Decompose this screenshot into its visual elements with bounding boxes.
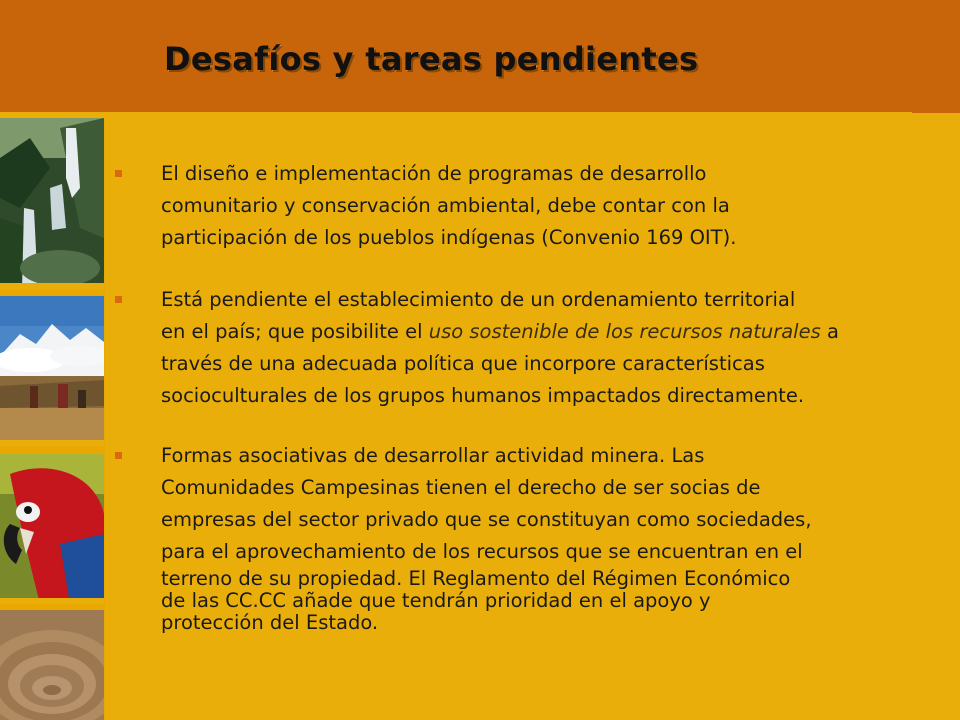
macaw-parrot-photo: [0, 454, 104, 604]
text-line: protección del Estado.: [161, 611, 379, 634]
slide-title: Desafíos y tareas pendientes: [164, 40, 699, 78]
emphasized-text: uso sostenible de los recursos naturales: [428, 320, 821, 343]
bullet-item: [115, 158, 736, 254]
square-bullet-icon: [115, 296, 122, 303]
text-span: a: [820, 320, 839, 343]
text-line: terreno de su propiedad. El Reglamento del Régimen Económico: [161, 567, 791, 590]
photo-strip: [0, 118, 105, 720]
text-line: participación de los pueblos indígenas (Convenio 169 OIT).: [161, 226, 737, 249]
text-line: Está pendiente el establecimiento de un ordenamiento territorial: [161, 288, 796, 311]
text-line: través de una adecuada política que incorpore características: [161, 352, 765, 375]
bullet-text: [161, 158, 736, 254]
bullet-text: [161, 284, 839, 412]
bullet-text: [161, 440, 812, 634]
text-line: para el aprovechamiento de los recursos que se encuentran en el: [161, 540, 803, 563]
square-bullet-icon: [115, 452, 122, 459]
andes-mountains-photo: [0, 296, 104, 446]
title-bar: [0, 0, 960, 112]
bullet-item: [115, 440, 812, 634]
square-bullet-icon: [115, 170, 122, 177]
text-line: Comunidades Campesinas tienen el derecho de ser socias de: [161, 476, 761, 499]
text-line: [161, 316, 839, 348]
text-line: socioculturales de los grupos humanos impactados directamente.: [161, 384, 805, 407]
text-line: empresas del sector privado que se constituyan como sociedades,: [161, 508, 812, 531]
text-line: Formas asociativas de desarrollar actividad minera. Las: [161, 444, 705, 467]
text-line: El diseño e implementación de programas de desarrollo: [161, 162, 707, 185]
header-accent-line: [912, 111, 960, 113]
bullet-item: [115, 284, 839, 412]
waterfall-photo: [0, 118, 104, 290]
text-span: en el país; que posibilite el: [161, 320, 429, 343]
moray-terraces-photo: [0, 610, 104, 720]
text-line: comunitario y conservación ambiental, debe contar con la: [161, 194, 730, 217]
text-line: de las CC.CC añade que tendrán prioridad en el apoyo y: [161, 589, 711, 612]
